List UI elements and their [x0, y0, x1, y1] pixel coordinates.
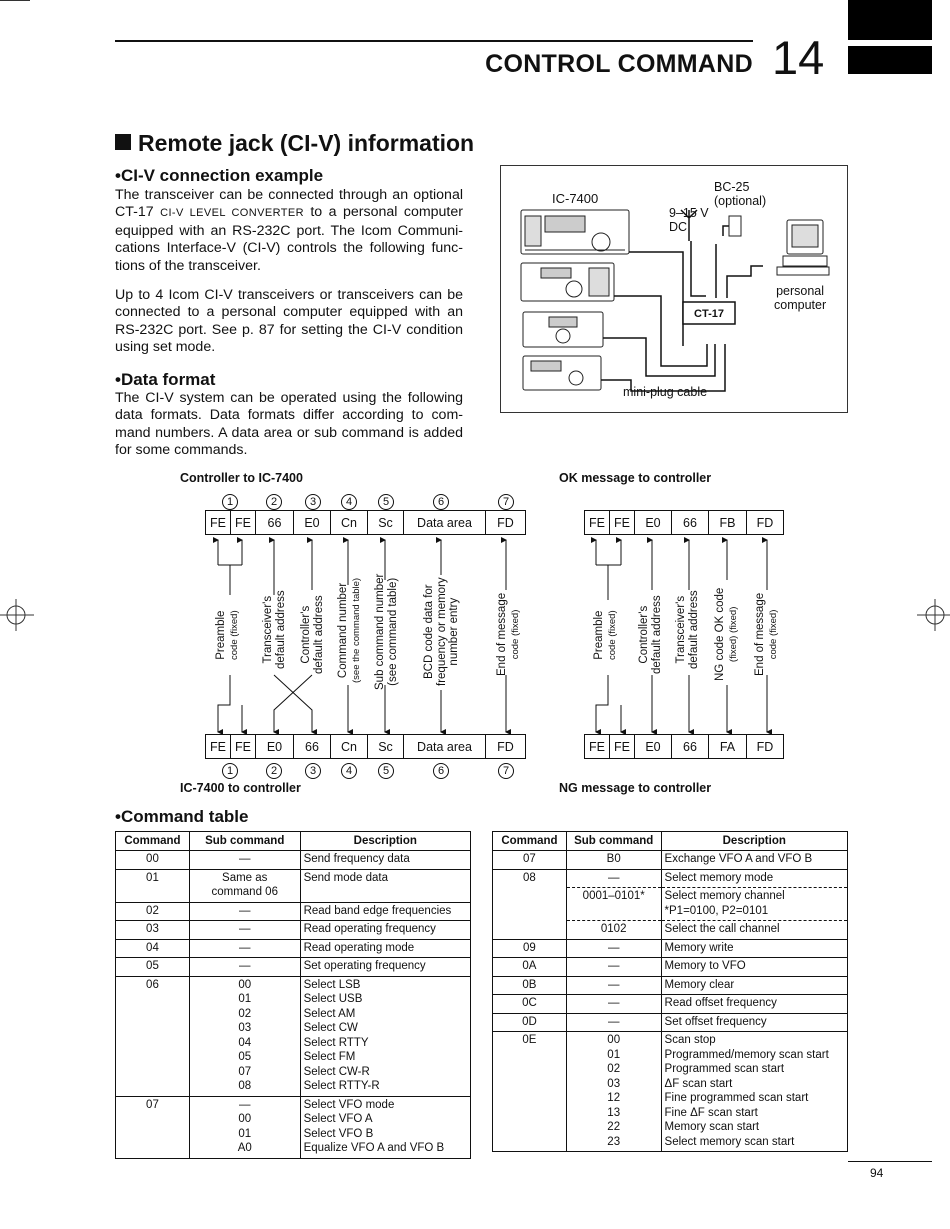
table-row — [116, 958, 471, 977]
format-title-ng-message: NG message to controller — [559, 781, 712, 795]
field-number-badge: 6 — [433, 763, 449, 779]
command-cell: 04 — [116, 939, 190, 958]
connection-paragraph-2: Up to 4 Icom CI-V transceivers or transceivers can be connected to a personal computer equipped with an RS-232C port. See p. 87 for setting the CI-V condition using set mode. — [115, 287, 463, 356]
table-row — [493, 1032, 848, 1152]
sub-command-cell-line: 05 — [238, 1051, 252, 1063]
field-number-badge: 6 — [433, 494, 449, 510]
frame-cell: Data area — [404, 511, 486, 534]
square-bullet-icon — [115, 134, 131, 150]
sub-command-cell-line: 02 — [238, 1007, 252, 1020]
command-cell: 06 — [116, 976, 190, 1096]
description-cell-line: Programmed/memory scan start — [664, 1048, 829, 1061]
table-row — [493, 851, 848, 870]
sub-command-cell — [566, 921, 661, 940]
frame-cell: E0 — [635, 735, 672, 758]
description-cell-line: Select FM — [303, 1051, 356, 1063]
chapter-number: 14 — [772, 31, 825, 84]
sub-command-cell — [566, 1013, 661, 1032]
description-cell — [661, 888, 847, 921]
chapter-tab-block — [848, 0, 932, 40]
sub-command-cell — [566, 851, 661, 870]
label-end-of-message: End of message code (fixed) — [754, 592, 779, 676]
label-transceiver-address: Transceiver's default address — [262, 590, 287, 669]
description-cell-line: Read band edge frequencies — [303, 904, 452, 917]
data-format-paragraph: The CI-V system can be operated using the following data formats. Data formats differ according to com-mand numbers. A data area or sub command is added for some commands. — [115, 390, 463, 459]
personal-computer-icon — [777, 220, 829, 275]
frame-cell: FE — [206, 511, 231, 534]
description-cell-line: Exchange VFO A and VFO B — [664, 853, 813, 865]
description-cell-line: Set operating frequency — [303, 960, 426, 972]
description-cell-line: Fine programmed scan start — [664, 1092, 809, 1104]
description-cell-line: Select CW-R — [303, 1065, 370, 1078]
table-row — [493, 939, 848, 958]
frame-cell: FD — [497, 515, 514, 530]
command-table-right-body — [493, 851, 848, 1152]
command-cell: 01 — [116, 869, 190, 902]
command-cell: 07 — [116, 1096, 190, 1158]
command-cell: 0D — [493, 1013, 567, 1032]
frame-cell: FD — [756, 515, 774, 530]
miniplug-label: mini-plug cable — [623, 385, 708, 399]
sub-command-cell — [566, 958, 661, 977]
frame-cell: FA — [709, 735, 747, 758]
label-preamble: Preamble code (fixed) — [593, 610, 618, 660]
format-title-radio-to-controller: IC-7400 to controller — [180, 781, 301, 795]
sub-command-cell-line: 08 — [238, 1080, 252, 1092]
frame-cell: Cn — [331, 511, 368, 534]
command-cell: 07 — [493, 851, 567, 870]
sub-command-cell-line: 23 — [607, 1135, 621, 1148]
connection-heading: •CI-V connection example — [115, 166, 324, 185]
label-end-of-message: End of message code (fixed) — [496, 592, 521, 676]
sub-command-cell-line: 01 — [238, 1127, 252, 1140]
sub-command-cell-line: 07 — [238, 1065, 252, 1078]
description-cell — [661, 921, 847, 940]
sub-command-cell — [189, 851, 300, 870]
frame-cell: E0 — [635, 511, 672, 534]
description-cell-line: Send mode data — [303, 871, 388, 884]
description-cell-line: Select CW — [303, 1022, 358, 1034]
frame-cell: FE — [610, 511, 635, 534]
description-cell — [300, 921, 470, 940]
chapter-tab-block — [848, 46, 932, 74]
header-rule — [115, 40, 753, 42]
description-cell-line: ΔF scan start — [664, 1077, 733, 1090]
frame-cell: E0 — [294, 511, 331, 534]
description-cell-line: Select memory scan start — [664, 1135, 795, 1148]
description-cell — [300, 1096, 470, 1158]
command-cell: 0E — [493, 1032, 567, 1152]
sub-command-cell-line: Same as — [222, 871, 268, 884]
description-cell-line: Select the call channel — [664, 923, 780, 935]
label-command-number: Command number (see the command table) — [337, 577, 362, 683]
header-command: Command — [493, 832, 567, 851]
label-bcd-data: BCD code data for frequency or memory number entry — [423, 577, 460, 686]
description-cell-line: Select memory mode — [664, 871, 774, 884]
sub-command-cell — [189, 869, 300, 902]
registration-mark-icon — [0, 595, 40, 635]
description-cell — [300, 958, 470, 977]
frame-cell: FE — [585, 735, 610, 758]
page-number: 94 — [870, 1166, 884, 1180]
sub-command-cell-line: — — [607, 1015, 620, 1028]
description-cell-line: Select RTTY-R — [303, 1080, 380, 1092]
description-cell-line: *P1=0100, P2=0101 — [664, 904, 769, 917]
frame-cell: E0 — [256, 735, 294, 758]
pc-label: personal computer — [774, 284, 827, 312]
table-row — [116, 976, 471, 1096]
radio-to-controller-frame — [205, 734, 526, 759]
sub-command-cell-line: 02 — [607, 1063, 621, 1075]
sub-command-cell-line: — — [607, 997, 620, 1009]
sub-command-cell — [566, 869, 661, 888]
page-rule — [848, 1161, 932, 1162]
frame-cell: FE — [206, 735, 231, 758]
description-cell-line: Fine ΔF scan start — [664, 1106, 758, 1119]
ok-message-frame — [584, 510, 784, 535]
dc-label: 9–15 V DC — [669, 206, 709, 234]
header-sub-command: Sub command — [189, 832, 300, 851]
frame-cell: FE — [231, 735, 256, 758]
data-format-heading: •Data format — [115, 370, 216, 389]
bc25-label: BC-25 (optional) — [714, 180, 767, 208]
frame-cell: FE — [231, 511, 256, 534]
sub-command-cell — [189, 902, 300, 921]
label-controller-address: Controller's default address — [638, 595, 663, 674]
sub-command-cell-line: — — [238, 1098, 251, 1111]
description-cell — [300, 869, 470, 902]
label-transceiver-address: Transceiver's default address — [675, 590, 700, 669]
sub-command-cell-line: — — [238, 853, 251, 865]
ng-message-frame — [584, 734, 784, 759]
sub-command-cell — [189, 1096, 300, 1158]
sub-command-cell-line: 0001–0101* — [582, 890, 645, 902]
controller-to-radio-frame — [205, 510, 526, 535]
frame-cell: 66 — [672, 511, 709, 534]
field-number-badge: 3 — [305, 763, 321, 779]
sub-command-cell-line: 00 — [238, 1113, 252, 1125]
sub-command-cell-line: — — [238, 923, 251, 935]
registration-mark-icon — [915, 595, 950, 635]
description-cell-line: Read operating frequency — [303, 923, 436, 935]
field-number-badge: 1 — [222, 763, 238, 779]
frame-cell: 66 — [294, 735, 331, 758]
frame-cell: Sc — [368, 735, 404, 758]
sub-command-cell — [189, 958, 300, 977]
sub-command-cell-line: 01 — [607, 1048, 621, 1061]
description-cell-line: Read offset frequency — [664, 997, 777, 1009]
sub-command-cell — [566, 995, 661, 1014]
field-number-badge: 4 — [341, 494, 357, 510]
sub-command-cell — [566, 939, 661, 958]
description-cell — [661, 995, 847, 1014]
description-cell — [661, 1032, 847, 1152]
frame-cell: Cn — [331, 735, 368, 758]
sub-command-cell-line: — — [607, 871, 620, 884]
description-cell-line: Programmed scan start — [664, 1063, 785, 1075]
field-number-badge: 2 — [266, 763, 282, 779]
sub-command-cell-line: A0 — [237, 1142, 252, 1154]
sub-command-cell-line: B0 — [606, 853, 621, 865]
label-controller-address: Controller's default address — [300, 595, 325, 674]
description-cell — [300, 939, 470, 958]
command-cell: 0C — [493, 995, 567, 1014]
sub-command-cell-line: 0102 — [600, 923, 627, 935]
command-table-right — [492, 831, 848, 1152]
table-row — [493, 921, 848, 940]
table-row — [116, 869, 471, 902]
sub-command-cell-line: 00 — [607, 1034, 621, 1046]
table-row — [493, 976, 848, 995]
frame-cell: Sc — [368, 511, 404, 534]
field-number-badge: 3 — [305, 494, 321, 510]
description-cell-line: Send frequency data — [303, 853, 410, 865]
field-number-badge: 5 — [378, 763, 394, 779]
label-sub-command-number: Sub command number (see command table) — [374, 573, 399, 690]
sub-command-cell — [189, 976, 300, 1096]
description-cell-line: Memory to VFO — [664, 960, 746, 972]
field-number-badge: 4 — [341, 763, 357, 779]
crop-mark — [0, 0, 30, 1]
frame-cell: Data area — [404, 735, 486, 758]
sub-command-cell-line: — — [607, 960, 620, 972]
sub-command-cell-line: — — [607, 978, 620, 991]
description-cell — [661, 958, 847, 977]
description-cell — [661, 851, 847, 870]
transceiver-icon — [521, 210, 629, 254]
command-table-left-body — [116, 851, 471, 1159]
description-cell-line: Select VFO B — [303, 1127, 374, 1140]
table-row — [493, 1013, 848, 1032]
description-cell-line: Read operating mode — [303, 941, 415, 954]
table-row — [116, 939, 471, 958]
sub-command-cell-line: 03 — [607, 1077, 621, 1090]
frame-cell: FD — [497, 739, 514, 754]
ct17-label: CT-17 — [694, 308, 724, 320]
command-cell — [493, 888, 567, 921]
sub-command-cell-line: 22 — [607, 1121, 621, 1133]
sub-command-cell — [566, 976, 661, 995]
header-description: Description — [300, 832, 470, 851]
sub-command-cell — [189, 939, 300, 958]
table-row — [493, 869, 848, 888]
description-cell — [300, 902, 470, 921]
description-cell-line: Set offset frequency — [664, 1015, 767, 1028]
frame-cell: 66 — [672, 735, 709, 758]
sub-command-cell-line: command 06 — [211, 886, 278, 898]
description-cell-line: Select memory channel — [664, 890, 785, 902]
field-number-badge: 7 — [498, 494, 514, 510]
command-cell: 02 — [116, 902, 190, 921]
command-table-left — [115, 831, 471, 1159]
header-description: Description — [661, 832, 847, 851]
table-row — [116, 921, 471, 940]
description-cell-line: Select AM — [303, 1007, 356, 1020]
description-cell — [300, 851, 470, 870]
ic7400-label: IC-7400 — [552, 191, 599, 206]
bc25-adapter-icon — [729, 216, 741, 236]
description-cell-line: Scan stop — [664, 1034, 716, 1046]
frame-cell: FD — [756, 739, 774, 754]
table-row — [116, 902, 471, 921]
field-number-badge: 7 — [498, 763, 514, 779]
field-number-badge: 1 — [222, 494, 238, 510]
description-cell-line: Select RTTY — [303, 1036, 369, 1049]
sub-command-cell-line: 13 — [607, 1106, 621, 1119]
header-sub-command: Sub command — [566, 832, 661, 851]
frame-cell: FE — [610, 735, 635, 758]
transceiver-icon — [521, 263, 614, 301]
description-cell — [300, 976, 470, 1096]
transceiver-icon — [523, 356, 601, 390]
format-title-controller-to-radio: Controller to IC-7400 — [180, 471, 303, 485]
description-cell-line: Select VFO mode — [303, 1098, 395, 1111]
description-cell — [661, 976, 847, 995]
sub-command-cell-line: 03 — [238, 1022, 252, 1034]
command-cell: 09 — [493, 939, 567, 958]
description-cell — [661, 1013, 847, 1032]
sub-command-cell-line: — — [238, 904, 251, 917]
command-cell: 08 — [493, 869, 567, 888]
label-preamble: Preamble code (fixed) — [215, 610, 240, 660]
sub-command-cell-line: 01 — [238, 993, 252, 1005]
field-number-badge: 2 — [266, 494, 282, 510]
sub-command-cell-line: 04 — [238, 1036, 252, 1049]
command-cell: 03 — [116, 921, 190, 940]
sub-command-cell — [566, 888, 661, 921]
description-cell-line: Select USB — [303, 993, 363, 1005]
command-cell: 0A — [493, 958, 567, 977]
table-row — [493, 958, 848, 977]
command-cell: 0B — [493, 976, 567, 995]
frame-cell: FE — [585, 511, 610, 534]
frame-cell: 66 — [256, 511, 294, 534]
frame-cell: FB — [709, 511, 747, 534]
chapter-title: CONTROL COMMAND — [485, 50, 753, 78]
description-cell-line: Select VFO A — [303, 1113, 373, 1125]
description-cell-line: Equalize VFO A and VFO B — [303, 1142, 445, 1154]
section-title: Remote jack (CI-V) information — [115, 130, 474, 157]
format-title-ok-message: OK message to controller — [559, 471, 712, 485]
sub-command-cell-line: 00 — [238, 978, 252, 991]
sub-command-cell-line: — — [607, 941, 620, 954]
command-cell: 00 — [116, 851, 190, 870]
transceiver-icon — [523, 312, 603, 347]
sub-command-cell-line: — — [238, 960, 251, 972]
field-number-badge: 5 — [378, 494, 394, 510]
table-row — [116, 851, 471, 870]
sub-command-cell — [566, 1032, 661, 1152]
header-command: Command — [116, 832, 190, 851]
command-cell: 05 — [116, 958, 190, 977]
sub-command-cell — [189, 921, 300, 940]
sub-command-cell-line: 12 — [607, 1092, 621, 1104]
sub-command-cell-line: — — [238, 941, 251, 954]
description-cell-line: Select LSB — [303, 978, 361, 991]
label-ng-ok-code: NG code OK code (fixed) (fixed) — [714, 587, 739, 681]
connection-paragraph: The transceiver can be connected through an optional CT-17 CI-V LEVEL CONVERTER to a personal computer equipped with an RS-232C port. The Icom Communi-cations Interface-V (CI-V) controls the following func-tions of the transceiver. — [115, 187, 463, 274]
table-row — [116, 1096, 471, 1158]
description-cell-line: Memory write — [664, 941, 734, 954]
description-cell-line: Memory scan start — [664, 1121, 760, 1133]
table-row — [493, 888, 848, 921]
description-cell — [661, 869, 847, 888]
command-table-heading: •Command table — [115, 807, 249, 826]
command-cell — [493, 921, 567, 940]
table-row — [493, 995, 848, 1014]
description-cell — [661, 939, 847, 958]
connection-diagram — [500, 165, 848, 413]
description-cell-line: Memory clear — [664, 978, 735, 991]
